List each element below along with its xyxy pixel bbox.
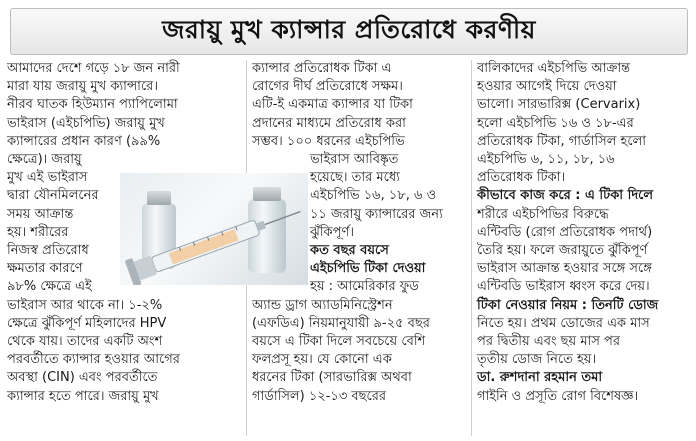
text-line: প্রতিরোধক টিকা, গার্ডাসিল হলো	[477, 133, 647, 149]
text-line: তৈরি হয়। ফলে জরায়ুতে ঝুঁকিপূর্ণ	[477, 243, 648, 259]
text-line: নিতে হয়। প্রথম ডোজের এক মাস	[477, 315, 650, 331]
text-line: ভাইরাস (এইচপিভি) জরায়ু মুখ	[7, 115, 165, 131]
text-line: প্রদানের মাধ্যমে প্রতিরোধ করা	[252, 115, 406, 131]
text-line: গার্ডাসিল) ১২-১৩ বছরের	[252, 388, 387, 404]
text-line: বয়সে এ টিকা দিলে সবচেয়ে বেশি	[252, 334, 426, 350]
author-title: গাইনি ও প্রসূতি রোগ বিশেষজ্ঞ।	[477, 388, 639, 404]
text-line: সময় আক্রান্ত	[7, 206, 74, 222]
text-line: দ্বারা যৌনমিলনের	[7, 188, 99, 204]
text-line: ক্যান্সার প্রতিরোধক টিকা এ	[252, 61, 392, 76]
text-line: হয় : আমেরিকার ফুড	[310, 279, 419, 295]
text-line: এন্টিবডি ভাইরাস ধ্বংস করে দেয়।	[477, 279, 650, 295]
text-line: এইচপিভি ৬, ১১, ১৮, ১৬	[477, 152, 615, 168]
text-line: ক্ষেত্রে)। জরায়ু	[7, 152, 82, 168]
text-line: হয়েছে। তার মধ্যে	[310, 170, 400, 186]
text-line: প্রতিরোধক টিকা।	[477, 170, 566, 186]
vaccine-syringe-photo	[120, 173, 308, 285]
text-line: বালিকাদের এইচপিভি আক্রান্ত	[477, 61, 631, 76]
text-line: তৃতীয় ডোজ নিতে হয়।	[477, 352, 597, 368]
syringe-vial-illustration	[120, 173, 308, 285]
text-line: (এফডিএ) নিয়মানুযায়ী ৯-২৫ বছর	[252, 315, 430, 331]
text-line: থেকে যায়। তাদের একটি অংশ	[7, 334, 163, 350]
text-line: নিজস্ব প্রতিরোধ	[7, 243, 89, 259]
text-line: হওয়ার আগেই দিয়ে দেওয়া	[477, 79, 617, 95]
text-line: ৯৮% ক্ষেত্রে এই	[7, 279, 92, 295]
headline-bar	[10, 8, 688, 55]
text-line: ক্যান্সার হতে পারে। জরায়ু মুখ	[7, 388, 159, 404]
text-line: রোগের দীর্ঘ প্রতিরোধে সক্ষম।	[252, 79, 403, 95]
text-line: অবস্থা (CIN) এবং পরবর্তীতে	[7, 370, 158, 386]
text-line: ক্ষেত্রে ঝুঁকিপূর্ণ মহিলাদের HPV	[7, 315, 167, 331]
text-line: আমাদের দেশে গড়ে ১৮ জন নারী	[7, 61, 180, 76]
text-line: ধরনের টিকা (সারভারিক্স অথবা	[252, 370, 412, 386]
text-line: এন্টিবডি (রোগ প্রতিরোধক পদার্থ)	[477, 224, 653, 240]
headline: জরায়ু মুখ ক্যান্সার প্রতিরোধে করণীয়	[162, 15, 536, 44]
text-line: ভাইরাস আর থাকে না। ১-২%	[7, 297, 163, 313]
text-line: মারা যায় জরায়ু মুখ ক্যান্সারে।	[7, 79, 158, 95]
text-line: ক্যান্সারের প্রধান কারণ (৯৯%	[7, 133, 161, 149]
section-heading: টিকা নেওয়ার নিয়ম : তিনটি ডোজ	[477, 297, 659, 313]
text-line: হলো এইচপিভি ১৬ ও ১৮-এর	[477, 115, 634, 131]
text-line: সম্ভব। ১০০ ধরনের এইচপিভি	[252, 133, 405, 149]
text-line: ক্ষমতার কারণে	[7, 261, 83, 277]
column-divider	[471, 60, 472, 436]
text-line: পর দ্বিতীয় এবং ছয় মাস পর	[477, 334, 621, 350]
section-heading: কত বছর বয়সে	[310, 243, 389, 259]
text-line: পরবর্তীতে ক্যান্সার হওয়ার আগের	[7, 352, 180, 368]
text-line: হয়। শরীরের	[7, 224, 69, 240]
section-heading: কীভাবে কাজ করে : এ টিকা দিলে	[477, 188, 654, 204]
text-line: ভাইরাস আক্রান্ত হওয়ার সঙ্গে সঙ্গে	[477, 261, 652, 277]
text-line: এইচপিভি ১৬, ১৮, ৬ ও	[310, 188, 437, 204]
text-line: নীরব ঘাতক হিউম্যান প্যাপিলোমা	[7, 97, 178, 113]
text-line: ভালো। সারভারিক্স (Cervarix)	[477, 97, 641, 113]
text-line: এটি-ই একমাত্র ক্যান্সার যা টিকা	[252, 97, 413, 113]
column-3	[477, 60, 691, 406]
text-line: ঝুঁকিপূর্ণ।	[310, 224, 354, 240]
text-line: অ্যান্ড ড্রাগ অ্যাডমিনিস্ট্রেশন	[252, 297, 393, 313]
text-line: ভাইরাস আবিষ্কৃত	[310, 152, 399, 168]
text-line: ১১ জরায়ু ক্যান্সারের জন্য	[310, 206, 443, 222]
author-name: ডা. রুশদানা রহমান তমা	[477, 370, 603, 386]
section-heading: এইচপিভি টিকা দেওয়া	[310, 261, 426, 277]
text-line: মুখ এই ভাইরাস	[7, 170, 88, 186]
text-line: শরীরে এইচপিভির বিরুদ্ধে	[477, 206, 609, 222]
text-line: ফলপ্রসূ হয়। যে কোনো এক	[252, 352, 392, 368]
